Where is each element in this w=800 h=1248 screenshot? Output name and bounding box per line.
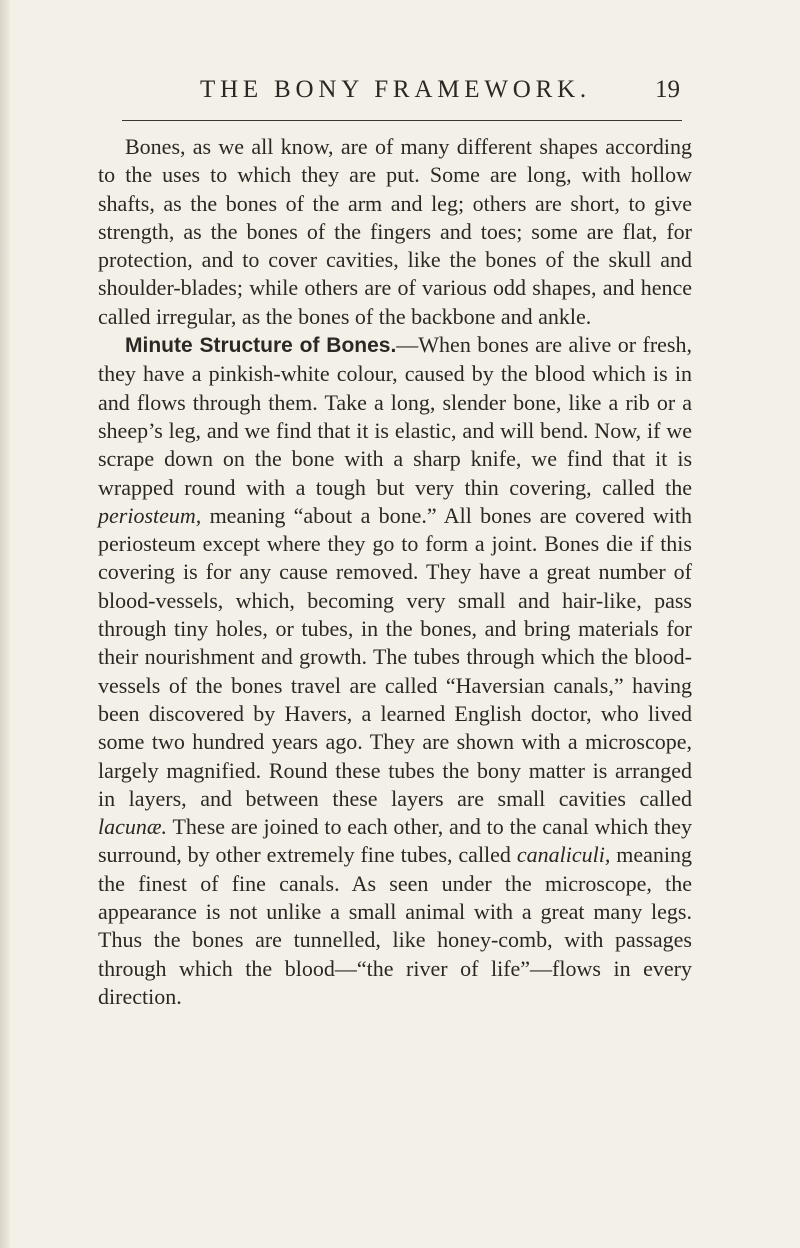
running-head bbox=[120, 76, 680, 104]
page-edge bbox=[0, 0, 10, 1248]
running-title: THE BONY FRAMEWORK. bbox=[200, 76, 591, 103]
paragraph-bone-shapes: Bones, as we all know, are of many different shapes according to the uses to which they are put. Some are long, with hollow shafts, as the bones of the arm and leg; others are short, to give strength, as the bones of the fingers and toes; some are flat, for protection, and to cover cavities, like the bones of the skull and shoulder-blades; while others are of various odd shapes, and hence called irregular, as the bones of the backbone and ankle. bbox=[98, 134, 692, 329]
paragraph-text: meaning “about a bone.” All bones are covered with periosteum except where they go to form a joint. Bones die if this covering is for any cause removed. They have a great number of blood-vessels, which, becoming very small and hair-like, pass through tiny holes, or tubes, in the bones, and bring materials for their nourishment and growth. The tubes through which the blood-vessels of the bones travel are called “Haversian canals,” having been discovered by Havers, a learned English doctor, who lived some two hundred years ago. They are shown with a microscope, largely magnified. Round these tubes the bony matter is arranged in layers, and between these layers are small cavities called bbox=[98, 502, 692, 811]
page-number: 19 bbox=[655, 76, 680, 103]
section-heading: Minute Structure of Bones. bbox=[125, 334, 397, 358]
term-periosteum: periosteum, bbox=[98, 502, 202, 528]
paragraph-text: These are joined to each other, and to the canal which they surround, by other extremely fine tubes, called bbox=[98, 814, 692, 868]
header-rule bbox=[122, 120, 682, 121]
paragraph-minute-structure bbox=[98, 331, 692, 1011]
body-text bbox=[98, 133, 692, 1011]
paragraph-text: —When bones are alive or fresh, they have a pinkish-white colour, caused by the blood which is in and flows through them. Take a long, slender bone, like a rib or a sheep’s leg, and we find that it is elastic, and will bend. Now, if we scrape down on the bone with a sharp knife, we find that it is wrapped round with a tough but very thin covering, called the bbox=[98, 332, 692, 500]
term-lacunae: lacunæ. bbox=[98, 814, 168, 840]
paragraph-text: meaning the finest of fine canals. As seen under the microscope, the appearance is not unlike a small animal with a great many legs. Thus the bones are tunnelled, like honey-comb, with passages through which the blood—“the river of life”—flows in every direction. bbox=[98, 842, 692, 1009]
term-canaliculi: canaliculi, bbox=[516, 842, 611, 868]
